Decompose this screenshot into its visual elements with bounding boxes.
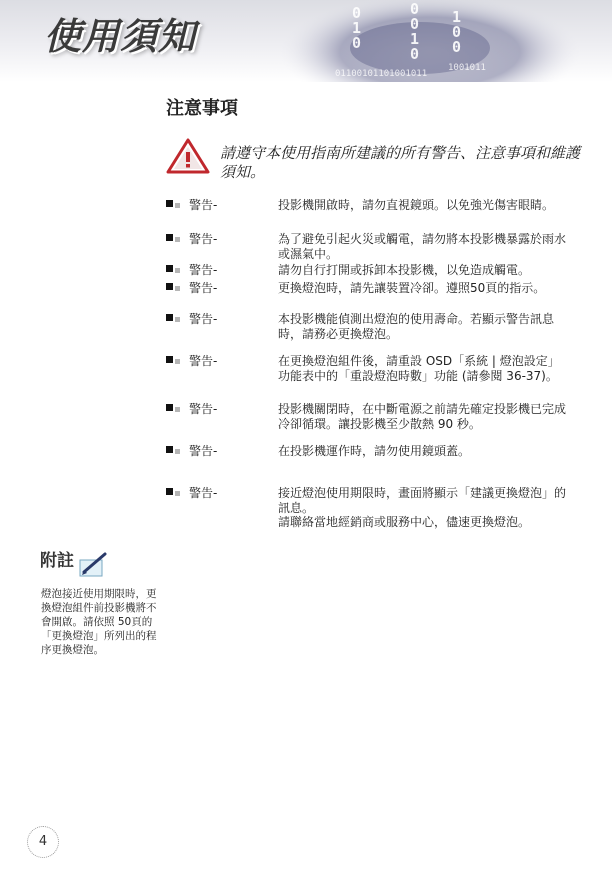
warning-text: 投影機開啟時，請勿直視鏡頭。以免強光傷害眼睛。 [278,198,555,212]
warning-text: 投影機關閉時，在中斷電源之前請先確定投影機已完成冷卻循環。讓投影機至少散熱 90 秒。 [278,402,567,431]
pencil-icon [78,550,108,578]
warning-text: 更換燈泡時，請先讓裝置冷卻。遵照50頁的指示。 [278,281,546,295]
bullet-icon [166,404,186,416]
bullet-icon [166,265,186,277]
warning-label: 警告- [189,444,218,458]
warning-label: 警告- [189,354,218,368]
svg-text:0: 0 [410,0,420,18]
svg-text:1: 1 [352,19,362,37]
bullet-icon [166,356,186,368]
bullet-icon [166,314,186,326]
warning-label: 警告- [189,263,218,277]
warning-text: 在投影機運作時，請勿使用鏡頭蓋。 [278,444,471,458]
bullet-icon [166,488,186,500]
bullet-icon [166,446,186,458]
note-badge [40,546,110,580]
warning-text-line: 接近燈泡使用期限時，畫面將顯示「建議更換燈泡」的訊息。 [278,486,567,515]
warning-text: 為了避免引起火災或觸電，請勿將本投影機暴露於雨水或濕氣中。 [278,232,567,261]
warning-label: 警告- [189,232,218,246]
page-header-title: 使用須知 [44,15,196,58]
warning-text: 請勿自行打開或拆卸本投影機，以免造成觸電。 [278,263,531,277]
svg-text:01100101101001011: 01100101101001011 [335,69,428,79]
note-label: 附註 [40,551,74,571]
header-banner [0,0,612,82]
svg-text:1001011: 1001011 [448,63,486,73]
note-text: 燈泡接近使用期限時，更換燈泡組件前投影機將不會開啟。請依照 50頁的「更換燈泡」所列出的程序更換燈泡。 [41,588,157,656]
warning-label: 警告- [189,312,218,326]
caution-text: 請遵守本使用指南所建議的所有警告、注意事項和維護須知。 [220,144,581,181]
bullet-icon [166,283,186,295]
warning-text: 本投影機能偵測出燈泡的使用壽命。若顯示警告訊息時，請務必更換燈泡。 [278,312,555,341]
svg-text:0: 0 [452,38,462,56]
warning-text-extra: 請聯絡當地經銷商或服務中心，儘速更換燈泡。 [278,515,531,529]
warning-label: 警告- [189,281,218,295]
caution-box [166,138,586,186]
svg-text:0: 0 [410,15,420,33]
page-number: 4 [27,826,59,858]
warning-text [278,486,570,530]
warning-label: 警告- [189,402,218,416]
warning-triangle-icon [166,138,210,174]
svg-text:1: 1 [410,30,420,48]
svg-text:0: 0 [352,34,362,52]
svg-text:1: 1 [452,8,462,26]
bullet-icon [166,200,186,212]
warning-text: 在更換燈泡組件後，請重設 OSD「系統 | 燈泡設定」功能表中的「重設燈泡時數」功能 (請參閱 36-37)。 [278,354,560,383]
bullet-icon [166,234,186,246]
warning-label: 警告- [189,198,218,212]
warning-label: 警告- [189,486,218,500]
svg-text:0: 0 [410,45,420,63]
svg-text:0: 0 [452,23,462,41]
section-title: 注意事項 [166,98,238,119]
svg-text:0: 0 [352,4,362,22]
